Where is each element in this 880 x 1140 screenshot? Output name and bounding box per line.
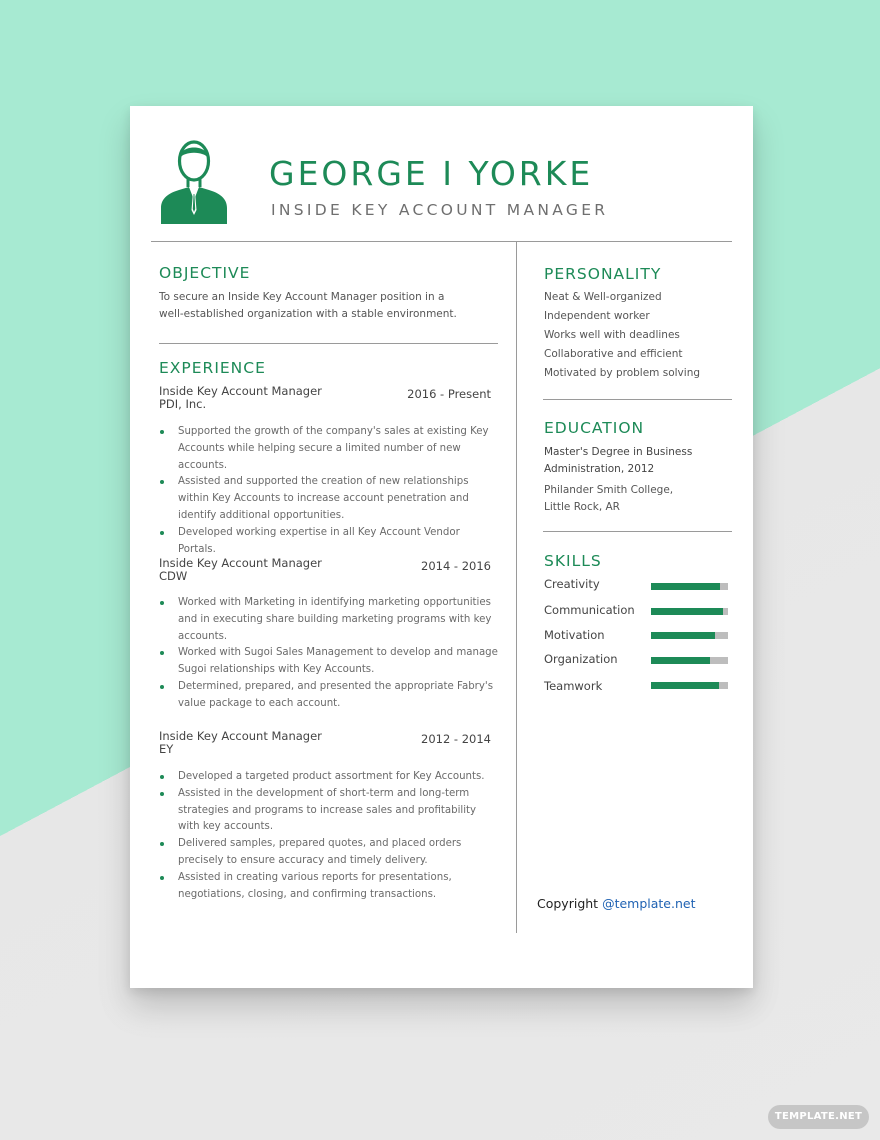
job-role: Inside Key Account Manager [159, 729, 322, 743]
copyright-link[interactable]: @template.net [602, 896, 696, 911]
skill-bar [651, 657, 728, 664]
personality-divider [543, 399, 732, 400]
resume-page [130, 106, 753, 988]
copyright-notice [537, 896, 695, 911]
education-divider [543, 531, 732, 532]
header-divider [151, 241, 732, 242]
job-company: EY [159, 742, 174, 756]
personality-heading: PERSONALITY [544, 265, 662, 283]
education-heading: EDUCATION [544, 419, 645, 437]
job-role: Inside Key Account Manager [159, 384, 322, 398]
watermark-badge: TEMPLATE.NET [768, 1105, 869, 1129]
experience-heading: EXPERIENCE [159, 359, 266, 377]
list-item: Developed working expertise in all Key Account Vendor Portals. [159, 525, 499, 559]
list-item: Worked with Marketing in identifying marketing opportunities and in executing share building marketing programs with key accounts. [159, 595, 499, 645]
list-item: Assisted in creating various reports for presentations, negotiations, closing, and confirming transactions. [159, 870, 499, 904]
job-1-bullets [159, 424, 499, 558]
job-3-header [159, 730, 322, 756]
skill-label: Communication [544, 603, 635, 617]
job-2-dates: 2014 - 2016 [421, 559, 491, 573]
candidate-title: INSIDE KEY ACCOUNT MANAGER [271, 201, 609, 219]
skill-bar [651, 632, 728, 639]
job-2-bullets [159, 595, 499, 713]
job-3-bullets [159, 769, 499, 903]
copyright-label: Copyright [537, 896, 599, 911]
job-1-header [159, 385, 322, 411]
personality-list [544, 288, 700, 383]
candidate-name: GEORGE I YORKE [269, 154, 594, 193]
objective-text: To secure an Inside Key Account Manager position in a well-established organization with a stable environment. [159, 291, 457, 320]
skill-label: Motivation [544, 628, 605, 642]
job-company: PDI, Inc. [159, 397, 207, 411]
job-company: CDW [159, 569, 188, 583]
education-school: Philander Smith College, Little Rock, AR [544, 484, 674, 513]
person-suit-icon [159, 136, 229, 226]
list-item: Assisted in the development of short-term and long-term strategies and programs to increase sales and profitability with key accounts. [159, 786, 499, 836]
skill-bar [651, 682, 728, 689]
column-divider [516, 241, 517, 933]
objective-divider [159, 343, 498, 344]
job-3-dates: 2012 - 2014 [421, 732, 491, 746]
education-degree: Master's Degree in Business Administration, 2012 [544, 446, 693, 475]
list-item: Assisted and supported the creation of new relationships within Key Accounts to increase account penetration and identify additional opportunities. [159, 474, 499, 524]
list-item: Works well with deadlines [544, 329, 680, 341]
list-item: Neat & Well-organized [544, 291, 662, 303]
list-item: Delivered samples, prepared quotes, and placed orders precisely to ensure accuracy and timely delivery. [159, 836, 499, 870]
list-item: Worked with Sugoi Sales Management to develop and manage Sugoi relationships with Key Accounts. [159, 645, 499, 679]
skills-heading: SKILLS [544, 552, 602, 570]
job-2-header [159, 557, 322, 583]
list-item: Developed a targeted product assortment for Key Accounts. [159, 769, 499, 786]
list-item: Collaborative and efficient [544, 348, 683, 360]
list-item: Determined, prepared, and presented the appropriate Fabry's value package to each account. [159, 679, 499, 713]
list-item: Supported the growth of the company's sales at existing Key Accounts while helping secure a limited number of new accounts. [159, 424, 499, 474]
skill-bar [651, 608, 728, 615]
skill-label: Teamwork [544, 679, 603, 693]
job-role: Inside Key Account Manager [159, 556, 322, 570]
objective-heading: OBJECTIVE [159, 264, 251, 282]
job-1-dates: 2016 - Present [407, 387, 491, 401]
skill-label: Creativity [544, 577, 600, 591]
skill-bar [651, 583, 728, 590]
list-item: Motivated by problem solving [544, 367, 701, 379]
skill-label: Organization [544, 652, 618, 666]
list-item: Independent worker [544, 310, 650, 322]
